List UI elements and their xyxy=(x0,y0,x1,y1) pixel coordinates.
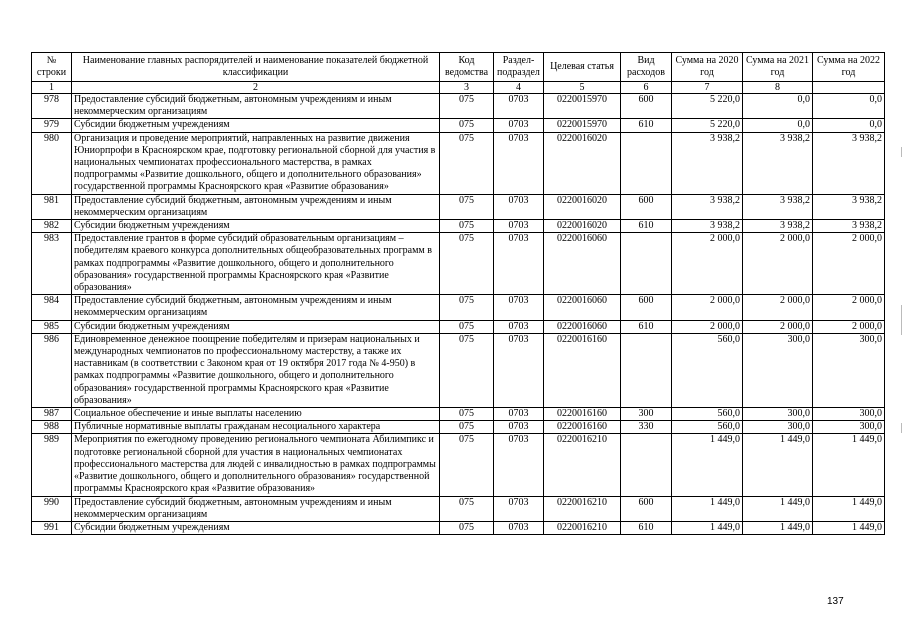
row-code: 075 xyxy=(440,94,494,119)
row-name: Организация и проведение мероприятий, направленных на развитие движения Юниорпрофи в Красноярском крае, подготовку региональной сборной для участия в национальных чемпионатах профессионального мастерства, в рамках подпрограммы «Развитие дошкольного, общего и дополнительного образования» государственной программы Красноярского края «Развитие образования» xyxy=(72,132,440,194)
row-number: 986 xyxy=(32,333,72,407)
row-code: 075 xyxy=(440,132,494,194)
row-section: 0703 xyxy=(494,194,544,219)
row-target: 0220016020 xyxy=(544,132,621,194)
row-target: 0220016210 xyxy=(544,434,621,496)
table-row xyxy=(32,333,885,407)
row-sum-2020: 1 449,0 xyxy=(672,434,743,496)
row-section: 0703 xyxy=(494,94,544,119)
row-code: 075 xyxy=(440,408,494,421)
row-sum-2020: 2 000,0 xyxy=(672,320,743,333)
table-row xyxy=(32,220,885,233)
header-name: Наименование главных распорядителей и наименование показателей бюджетной классификации xyxy=(72,53,440,82)
table-row xyxy=(32,496,885,521)
row-code: 075 xyxy=(440,295,494,320)
row-name: Субсидии бюджетным учреждениям xyxy=(72,320,440,333)
row-section: 0703 xyxy=(494,496,544,521)
row-sum-2021: 3 938,2 xyxy=(743,194,813,219)
table-body xyxy=(32,94,885,535)
row-type: 610 xyxy=(621,320,672,333)
row-section: 0703 xyxy=(494,408,544,421)
row-name: Предоставление субсидий бюджетным, автономным учреждениям и иным некоммерческим организациям xyxy=(72,295,440,320)
scan-mark xyxy=(901,147,902,157)
row-sum-2022: 3 938,2 xyxy=(813,194,885,219)
row-target: 0220015970 xyxy=(544,94,621,119)
row-name: Предоставление субсидий бюджетным, автономным учреждениям и иным некоммерческим организациям xyxy=(72,194,440,219)
row-sum-2022: 0,0 xyxy=(813,119,885,132)
row-code: 075 xyxy=(440,320,494,333)
row-sum-2021: 300,0 xyxy=(743,421,813,434)
row-sum-2020: 1 449,0 xyxy=(672,496,743,521)
row-target: 0220015970 xyxy=(544,119,621,132)
row-name: Предоставление грантов в форме субсидий образовательным организациям – победителям краевого конкурса дополнительных общеобразовательных программ в рамках подпрограммы «Развитие дошкольного, общего и дополнительного образования» государственной программы Красноярского края «Развитие образования» xyxy=(72,233,440,295)
row-code: 075 xyxy=(440,119,494,132)
row-sum-2022: 1 449,0 xyxy=(813,496,885,521)
row-sum-2022: 3 938,2 xyxy=(813,132,885,194)
row-number: 984 xyxy=(32,295,72,320)
table-row xyxy=(32,320,885,333)
row-number: 981 xyxy=(32,194,72,219)
row-target: 0220016210 xyxy=(544,521,621,534)
row-sum-2022: 0,0 xyxy=(813,94,885,119)
row-type xyxy=(621,434,672,496)
row-number: 991 xyxy=(32,521,72,534)
row-code: 075 xyxy=(440,434,494,496)
column-number xyxy=(813,82,885,94)
scan-mark xyxy=(901,423,902,433)
row-name: Мероприятия по ежегодному проведению регионального чемпионата Абилимпикс и подготовке региональной сборной для участия в национальных чемпионатах профессионального мастерства для людей с инвалидностью в рамках подпрограммы «Развитие дошкольного, общего и дополнительного образования» государственной программы Красноярского края «Развитие образования» xyxy=(72,434,440,496)
table-row xyxy=(32,132,885,194)
row-sum-2021: 1 449,0 xyxy=(743,434,813,496)
row-name: Субсидии бюджетным учреждениям xyxy=(72,521,440,534)
row-section: 0703 xyxy=(494,295,544,320)
row-section: 0703 xyxy=(494,421,544,434)
column-number: 2 xyxy=(72,82,440,94)
table-row xyxy=(32,119,885,132)
row-sum-2022: 2 000,0 xyxy=(813,295,885,320)
row-type: 600 xyxy=(621,496,672,521)
row-sum-2022: 2 000,0 xyxy=(813,233,885,295)
row-code: 075 xyxy=(440,521,494,534)
row-sum-2020: 5 220,0 xyxy=(672,94,743,119)
row-name: Единовременное денежное поощрение победителям и призерам национальных и международных чемпионатов по профессиональному мастерству, а также их наставникам (в соответствии с Законом края от 19 октября 2017 года № 4-950) в рамках подпрограммы «Развитие дошкольного, общего и дополнительного образования» государственной программы Красноярского края «Развитие образования» xyxy=(72,333,440,407)
row-number: 985 xyxy=(32,320,72,333)
row-name: Предоставление субсидий бюджетным, автономным учреждениям и иным некоммерческим организациям xyxy=(72,94,440,119)
row-sum-2021: 0,0 xyxy=(743,119,813,132)
row-name: Публичные нормативные выплаты гражданам несоциального характера xyxy=(72,421,440,434)
row-sum-2021: 300,0 xyxy=(743,333,813,407)
row-sum-2020: 3 938,2 xyxy=(672,194,743,219)
table-row xyxy=(32,295,885,320)
row-number: 983 xyxy=(32,233,72,295)
row-sum-2020: 560,0 xyxy=(672,408,743,421)
row-sum-2021: 1 449,0 xyxy=(743,496,813,521)
row-sum-2022: 300,0 xyxy=(813,333,885,407)
table-row xyxy=(32,233,885,295)
header-type: Вид расходов xyxy=(621,53,672,82)
row-code: 075 xyxy=(440,333,494,407)
row-code: 075 xyxy=(440,233,494,295)
column-number: 4 xyxy=(494,82,544,94)
row-sum-2020: 3 938,2 xyxy=(672,220,743,233)
table-row xyxy=(32,521,885,534)
row-sum-2022: 2 000,0 xyxy=(813,320,885,333)
row-section: 0703 xyxy=(494,220,544,233)
row-target: 0220016160 xyxy=(544,333,621,407)
row-sum-2021: 2 000,0 xyxy=(743,295,813,320)
row-section: 0703 xyxy=(494,119,544,132)
column-number: 3 xyxy=(440,82,494,94)
column-number: 7 xyxy=(672,82,743,94)
row-sum-2020: 560,0 xyxy=(672,421,743,434)
row-type xyxy=(621,233,672,295)
row-sum-2021: 300,0 xyxy=(743,408,813,421)
row-sum-2021: 3 938,2 xyxy=(743,220,813,233)
row-type: 600 xyxy=(621,94,672,119)
scan-mark xyxy=(901,305,902,335)
table-row xyxy=(32,94,885,119)
table-row xyxy=(32,194,885,219)
header-row xyxy=(32,53,885,82)
row-sum-2022: 1 449,0 xyxy=(813,434,885,496)
row-target: 0220016210 xyxy=(544,496,621,521)
row-section: 0703 xyxy=(494,320,544,333)
row-name: Социальное обеспечение и иные выплаты населению xyxy=(72,408,440,421)
row-number: 979 xyxy=(32,119,72,132)
header-target: Целевая статья xyxy=(544,53,621,82)
row-target: 0220016020 xyxy=(544,220,621,233)
row-number: 988 xyxy=(32,421,72,434)
row-section: 0703 xyxy=(494,132,544,194)
row-name: Предоставление субсидий бюджетным, автономным учреждениям и иным некоммерческим организациям xyxy=(72,496,440,521)
row-target: 0220016060 xyxy=(544,233,621,295)
column-number: 6 xyxy=(621,82,672,94)
row-sum-2021: 2 000,0 xyxy=(743,233,813,295)
header-section: Раздел-подраздел xyxy=(494,53,544,82)
row-name: Субсидии бюджетным учреждениям xyxy=(72,119,440,132)
row-sum-2022: 300,0 xyxy=(813,421,885,434)
row-target: 0220016020 xyxy=(544,194,621,219)
header-code: Код ведомства xyxy=(440,53,494,82)
row-sum-2020: 560,0 xyxy=(672,333,743,407)
header-sum-2022: Сумма на 2022 год xyxy=(813,53,885,82)
row-sum-2020: 1 449,0 xyxy=(672,521,743,534)
row-type: 610 xyxy=(621,119,672,132)
column-number: 8 xyxy=(743,82,813,94)
row-number: 989 xyxy=(32,434,72,496)
row-target: 0220016060 xyxy=(544,295,621,320)
row-type: 300 xyxy=(621,408,672,421)
row-sum-2022: 300,0 xyxy=(813,408,885,421)
row-type: 610 xyxy=(621,521,672,534)
row-sum-2020: 2 000,0 xyxy=(672,295,743,320)
table-row xyxy=(32,408,885,421)
table-row xyxy=(32,421,885,434)
page-number: 137 xyxy=(827,596,844,607)
row-section: 0703 xyxy=(494,333,544,407)
budget-table xyxy=(31,52,885,535)
row-section: 0703 xyxy=(494,434,544,496)
row-number: 987 xyxy=(32,408,72,421)
row-section: 0703 xyxy=(494,521,544,534)
row-sum-2020: 2 000,0 xyxy=(672,233,743,295)
row-code: 075 xyxy=(440,421,494,434)
row-sum-2021: 3 938,2 xyxy=(743,132,813,194)
header-num: № строки xyxy=(32,53,72,82)
row-type: 600 xyxy=(621,295,672,320)
row-target: 0220016160 xyxy=(544,408,621,421)
row-name: Субсидии бюджетным учреждениям xyxy=(72,220,440,233)
row-number: 978 xyxy=(32,94,72,119)
row-target: 0220016060 xyxy=(544,320,621,333)
row-sum-2021: 0,0 xyxy=(743,94,813,119)
table-row xyxy=(32,434,885,496)
row-sum-2021: 1 449,0 xyxy=(743,521,813,534)
row-target: 0220016160 xyxy=(544,421,621,434)
row-type: 610 xyxy=(621,220,672,233)
column-number: 5 xyxy=(544,82,621,94)
column-number: 1 xyxy=(32,82,72,94)
row-section: 0703 xyxy=(494,233,544,295)
row-type xyxy=(621,333,672,407)
header-sum-2020: Сумма на 2020 год xyxy=(672,53,743,82)
row-sum-2020: 5 220,0 xyxy=(672,119,743,132)
column-number-row xyxy=(32,82,885,94)
row-code: 075 xyxy=(440,220,494,233)
row-sum-2022: 1 449,0 xyxy=(813,521,885,534)
row-type xyxy=(621,132,672,194)
row-type: 600 xyxy=(621,194,672,219)
row-type: 330 xyxy=(621,421,672,434)
row-number: 990 xyxy=(32,496,72,521)
header-sum-2021: Сумма на 2021 год xyxy=(743,53,813,82)
row-sum-2020: 3 938,2 xyxy=(672,132,743,194)
row-number: 980 xyxy=(32,132,72,194)
row-sum-2022: 3 938,2 xyxy=(813,220,885,233)
row-number: 982 xyxy=(32,220,72,233)
row-code: 075 xyxy=(440,194,494,219)
row-sum-2021: 2 000,0 xyxy=(743,320,813,333)
row-code: 075 xyxy=(440,496,494,521)
